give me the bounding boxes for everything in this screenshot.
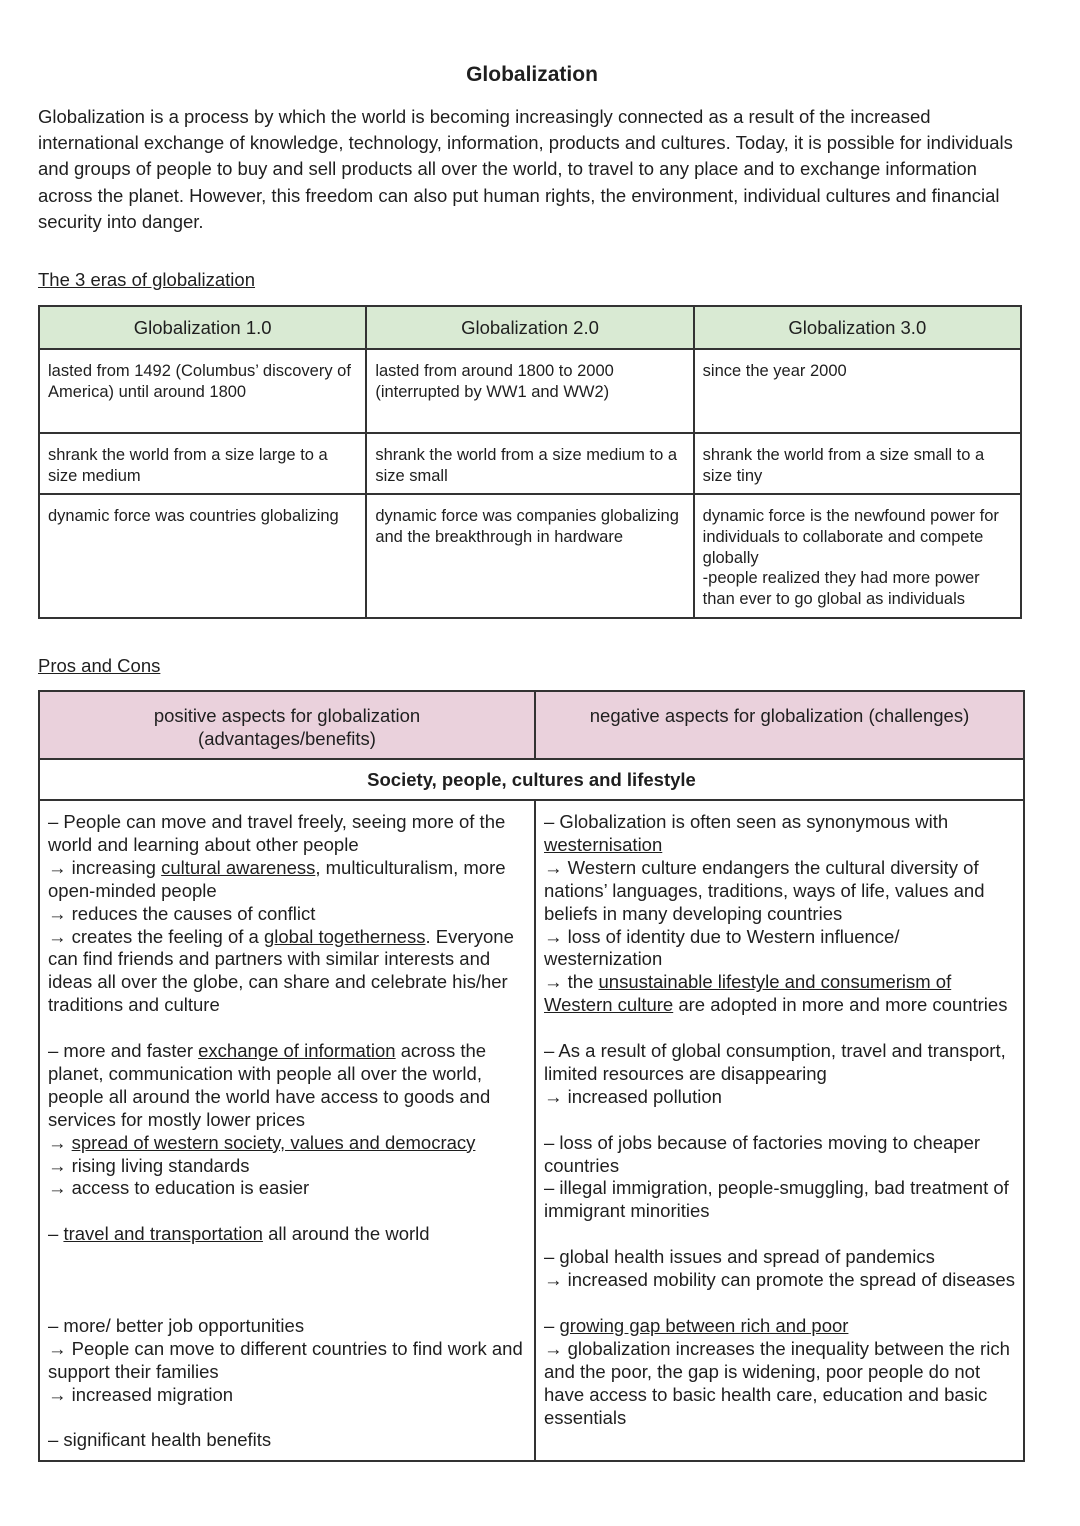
text: all around the world — [262, 1223, 430, 1245]
text: are adopted in more and more countries — [673, 994, 1008, 1016]
pos-point: → reduces the causes of conflict — [48, 902, 316, 924]
neg-point: → increased mobility can promote the spread of diseases — [544, 1269, 1015, 1291]
eras-cell: dynamic force was countries globalizing — [39, 494, 366, 618]
eras-header-row — [39, 306, 1021, 349]
eras-cell-extra: -people realized they had more power than ever to go global as individuals — [702, 569, 980, 609]
neg-point: – As a result of global consumption, travel and transport, limited resources are disappearing — [544, 1040, 1006, 1084]
pros-cons-heading: Pros and Cons — [38, 655, 161, 676]
eras-row — [39, 349, 1021, 433]
pros-cons-header-row — [39, 691, 1024, 759]
positive-header-line1: positive aspects for globalization — [153, 705, 421, 726]
neg-point: – illegal immigration, people-smuggling, bad treatment of immigrant minorities — [544, 1177, 1009, 1222]
eras-cell: since the year 2000 — [694, 349, 1021, 433]
text: – — [544, 1314, 560, 1336]
eras-cell: lasted from 1492 (Columbus’ discovery of America) until around 1800 — [39, 349, 366, 433]
underlined-term: westernisation — [544, 833, 663, 855]
underlined-term: travel and transportation — [63, 1223, 263, 1245]
text: , multiculturalism, more open-minded people — [48, 856, 506, 901]
neg-point — [544, 1315, 1015, 1338]
eras-cell-text: dynamic force is the newfound power for individuals to collaborate and compete globally — [702, 507, 999, 567]
negative-column-header: negative aspects for globalization (challenges) — [535, 691, 1024, 759]
text: – more and faster — [48, 1040, 199, 1062]
pos-point: – People can move and travel freely, seeing more of the world and learning about other people — [48, 811, 506, 855]
page-title: Globalization — [466, 63, 598, 86]
text: . Everyone can find friends and partners with similar interests and ideas all over the globe, can share and celebrate his/her traditions and culture — [48, 925, 514, 1016]
underlined-term: cultural awareness — [161, 856, 316, 878]
text: → the — [544, 971, 599, 993]
pros-cons-table — [38, 690, 1025, 1462]
eras-cell: shrank the world from a size medium to a size small — [366, 433, 693, 494]
neg-point: – global health issues and spread of pandemics — [544, 1246, 935, 1268]
eras-table — [38, 305, 1022, 619]
text: → creates the feeling of a — [48, 925, 264, 947]
underlined-term: unsustainable lifestyle and consumerism of Western culture — [544, 971, 952, 1016]
eras-cell: shrank the world from a size small to a size tiny — [694, 433, 1021, 494]
neg-point: → increased pollution — [544, 1085, 722, 1107]
eras-cell: lasted from around 1800 to 2000 (interrupted by WW1 and WW2) — [366, 349, 693, 433]
underlined-term: spread of western society, values and democracy — [71, 1131, 476, 1153]
eras-col-1-header: Globalization 1.0 — [39, 306, 366, 349]
pos-point: → increased migration — [48, 1383, 234, 1405]
eras-cell — [694, 494, 1021, 618]
neg-point: → Western culture endangers the cultural diversity of nations’ languages, traditions, ways of life, values and beliefs in many developing countries — [544, 856, 985, 924]
text: → increasing — [48, 856, 162, 878]
neg-point: – loss of jobs because of factories moving to cheaper countries — [544, 1131, 981, 1176]
pos-point: → People can move to different countries to find work and support their families — [48, 1337, 523, 1382]
eras-col-3-header: Globalization 3.0 — [694, 306, 1021, 349]
underlined-term: exchange of information — [198, 1040, 396, 1062]
eras-row — [39, 433, 1021, 494]
pos-point: – more/ better job opportunities — [48, 1314, 305, 1336]
pos-point: → access to education is easier — [48, 1177, 310, 1199]
text: across the planet, communication with people all over the world, people all around the world have access to goods and services for mostly lower prices — [48, 1040, 491, 1130]
neg-point — [544, 834, 1015, 857]
positive-header-line2: (advantages/benefits) — [198, 728, 376, 749]
pros-cons-body-row — [39, 800, 1024, 1461]
positive-aspects-cell — [39, 800, 535, 1461]
text: → — [48, 1131, 72, 1153]
pos-point: – significant health benefits — [48, 1429, 272, 1451]
eras-heading: The 3 eras of globalization — [38, 269, 255, 290]
category-label: Society, people, cultures and lifestyle — [39, 759, 1024, 800]
neg-point: → globalization increases the inequality between the rich and the poor, the gap is widening, poor people do not have access to basic health care, education and basic essentials — [544, 1337, 1010, 1428]
category-row — [39, 759, 1024, 800]
eras-cell: shrank the world from a size large to a size medium — [39, 433, 366, 494]
eras-cell: dynamic force was companies globalizing and the breakthrough in hardware — [366, 494, 693, 618]
eras-col-2-header: Globalization 2.0 — [366, 306, 693, 349]
negative-aspects-cell — [535, 800, 1024, 1461]
neg-point: → loss of identity due to Western influence/ westernization — [544, 925, 900, 970]
neg-point: – Globalization is often seen as synonymous with — [544, 811, 949, 832]
positive-column-header — [39, 691, 535, 759]
underlined-term: growing gap between rich and poor — [559, 1314, 849, 1336]
pos-point — [48, 857, 526, 903]
pos-point — [48, 926, 526, 1018]
pos-point — [48, 1223, 526, 1246]
pos-point — [48, 1132, 526, 1155]
neg-point — [544, 971, 1015, 1017]
text: – — [48, 1223, 64, 1245]
intro-paragraph: Globalization is a process by which the world is becoming increasingly connected as a result of the increased international exchange of knowledge, technology, information, products and cultures. Today, it is possible for individuals and groups of people to buy and sell products all over the world, to travel to any place and to exchange information across the planet. However, this freedom can also put human rights, the environment, individual cultures and financial security into danger. — [38, 106, 1013, 232]
pos-point: → rising living standards — [48, 1154, 250, 1176]
underlined-term: global togetherness — [263, 925, 426, 947]
eras-row — [39, 494, 1021, 618]
pos-point — [48, 1040, 526, 1132]
